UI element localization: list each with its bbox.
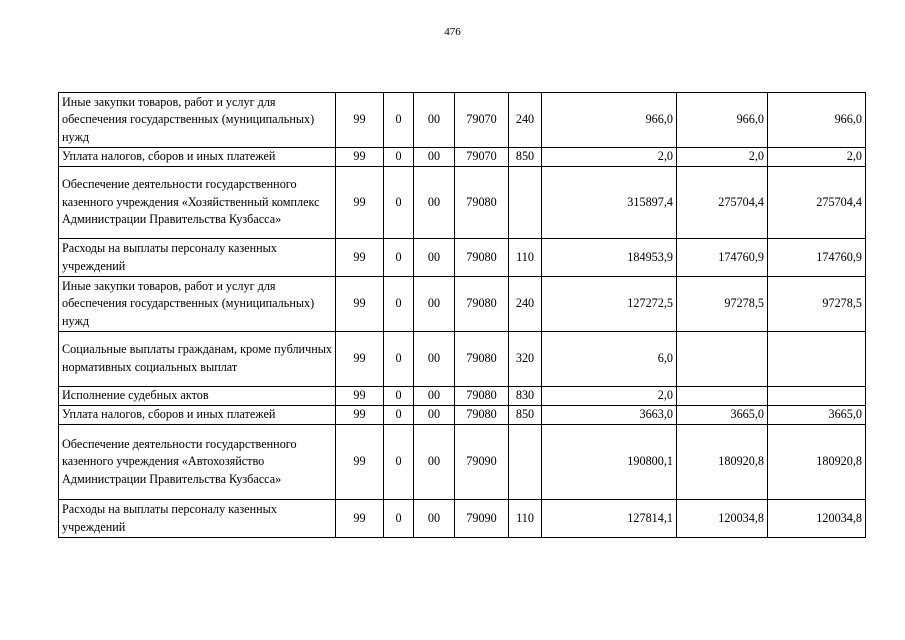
row-code-4: 79080 (455, 277, 509, 332)
row-code-5: 240 (509, 93, 542, 148)
row-value-1: 2,0 (542, 148, 677, 167)
row-code-5: 110 (509, 239, 542, 277)
row-code-3: 00 (414, 387, 455, 406)
row-code-1: 99 (336, 332, 384, 387)
row-name: Социальные выплаты гражданам, кроме публичных нормативных социальных выплат (59, 332, 336, 387)
row-value-3: 120034,8 (768, 500, 866, 538)
row-value-1: 127272,5 (542, 277, 677, 332)
row-value-2: 966,0 (677, 93, 768, 148)
table-row (59, 332, 866, 387)
row-code-3: 00 (414, 425, 455, 500)
row-code-5: 850 (509, 148, 542, 167)
row-value-1: 190800,1 (542, 425, 677, 500)
row-code-4: 79090 (455, 500, 509, 538)
table-row (59, 406, 866, 425)
row-name: Исполнение судебных актов (59, 387, 336, 406)
row-value-3: 966,0 (768, 93, 866, 148)
row-name: Обеспечение деятельности государственного казенного учреждения «Автохозяйство Администрации Правительства Кузбасса» (59, 425, 336, 500)
row-value-2: 180920,8 (677, 425, 768, 500)
row-value-3: 174760,9 (768, 239, 866, 277)
row-value-2: 174760,9 (677, 239, 768, 277)
table-row (59, 93, 866, 148)
row-code-5: 240 (509, 277, 542, 332)
row-code-3: 00 (414, 148, 455, 167)
row-code-2: 0 (384, 167, 414, 239)
row-value-2: 2,0 (677, 148, 768, 167)
row-code-2: 0 (384, 387, 414, 406)
row-code-5: 110 (509, 500, 542, 538)
row-code-3: 00 (414, 277, 455, 332)
table-row (59, 148, 866, 167)
table-row (59, 277, 866, 332)
row-value-1: 966,0 (542, 93, 677, 148)
row-value-3 (768, 387, 866, 406)
row-code-1: 99 (336, 387, 384, 406)
row-code-2: 0 (384, 425, 414, 500)
budget-table (58, 92, 866, 538)
row-name: Уплата налогов, сборов и иных платежей (59, 406, 336, 425)
row-code-1: 99 (336, 425, 384, 500)
row-value-1: 127814,1 (542, 500, 677, 538)
row-code-4: 79080 (455, 406, 509, 425)
row-code-1: 99 (336, 239, 384, 277)
row-code-1: 99 (336, 500, 384, 538)
row-code-5: 850 (509, 406, 542, 425)
row-name: Иные закупки товаров, работ и услуг для обеспечения государственных (муниципальных) нужд (59, 277, 336, 332)
row-code-2: 0 (384, 277, 414, 332)
row-code-5: 320 (509, 332, 542, 387)
table-row (59, 167, 866, 239)
row-name: Уплата налогов, сборов и иных платежей (59, 148, 336, 167)
row-code-2: 0 (384, 239, 414, 277)
row-code-2: 0 (384, 93, 414, 148)
row-code-3: 00 (414, 93, 455, 148)
row-value-2: 3665,0 (677, 406, 768, 425)
row-value-1: 3663,0 (542, 406, 677, 425)
row-value-2 (677, 332, 768, 387)
row-value-1: 6,0 (542, 332, 677, 387)
row-code-1: 99 (336, 93, 384, 148)
row-code-4: 79080 (455, 387, 509, 406)
row-code-5: 830 (509, 387, 542, 406)
row-code-3: 00 (414, 406, 455, 425)
row-code-1: 99 (336, 148, 384, 167)
row-code-2: 0 (384, 406, 414, 425)
row-code-4: 79070 (455, 93, 509, 148)
row-code-1: 99 (336, 167, 384, 239)
row-code-3: 00 (414, 167, 455, 239)
row-name: Иные закупки товаров, работ и услуг для обеспечения государственных (муниципальных) нужд (59, 93, 336, 148)
table-row (59, 425, 866, 500)
row-value-3 (768, 332, 866, 387)
row-value-2: 120034,8 (677, 500, 768, 538)
row-code-5 (509, 425, 542, 500)
table-row (59, 500, 866, 538)
row-code-4: 79080 (455, 332, 509, 387)
row-value-1: 184953,9 (542, 239, 677, 277)
row-value-2: 97278,5 (677, 277, 768, 332)
row-code-2: 0 (384, 148, 414, 167)
row-code-3: 00 (414, 500, 455, 538)
row-code-4: 79070 (455, 148, 509, 167)
row-code-1: 99 (336, 277, 384, 332)
table-row (59, 387, 866, 406)
row-value-3: 180920,8 (768, 425, 866, 500)
row-value-3: 275704,4 (768, 167, 866, 239)
row-code-2: 0 (384, 332, 414, 387)
row-code-4: 79080 (455, 239, 509, 277)
row-value-2: 275704,4 (677, 167, 768, 239)
row-name: Расходы на выплаты персоналу казенных учреждений (59, 239, 336, 277)
row-value-3: 2,0 (768, 148, 866, 167)
row-code-1: 99 (336, 406, 384, 425)
page-number: 476 (444, 26, 461, 38)
row-value-2 (677, 387, 768, 406)
row-value-1: 315897,4 (542, 167, 677, 239)
row-value-3: 97278,5 (768, 277, 866, 332)
row-code-2: 0 (384, 500, 414, 538)
row-code-3: 00 (414, 239, 455, 277)
row-name: Обеспечение деятельности государственного казенного учреждения «Хозяйственный комплекс Администрации Правительства Кузбасса» (59, 167, 336, 239)
row-name: Расходы на выплаты персоналу казенных учреждений (59, 500, 336, 538)
row-value-1: 2,0 (542, 387, 677, 406)
table-row (59, 239, 866, 277)
row-value-3: 3665,0 (768, 406, 866, 425)
row-code-5 (509, 167, 542, 239)
row-code-3: 00 (414, 332, 455, 387)
row-code-4: 79090 (455, 425, 509, 500)
row-code-4: 79080 (455, 167, 509, 239)
